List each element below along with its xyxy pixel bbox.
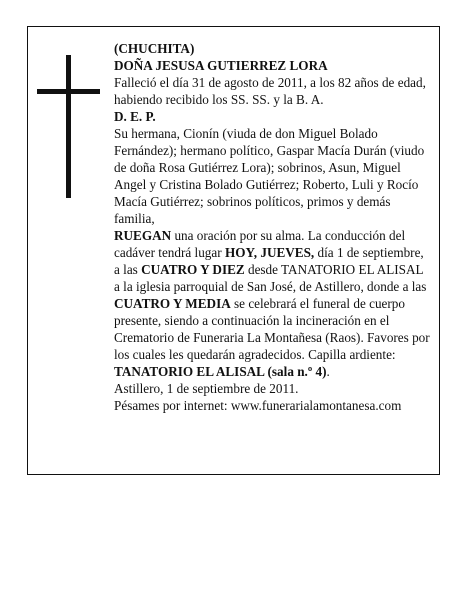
request-text-3: desde TANATORIO EL ALISAL a la iglesia parroquial de San José, de Astillero, donde a las — [114, 262, 427, 294]
funeral-request — [114, 227, 430, 380]
cross-vertical-bar — [66, 55, 71, 198]
family-list: Su hermana, Cionín (viuda de don Miguel Bolado Fernández); hermano político, Gaspar Macía Durán (viudo de doña Rosa Gutiérrez Lora); sobrinos, Asun, Miguel Angel y Cristina Bolado Gutiérrez; Roberto, Luli y Rocío Macía Gutiérrez; sobrinos políticos, primos y demás familia, — [114, 126, 425, 226]
time-four-thirty: CUATRO Y MEDIA — [114, 296, 231, 311]
ruegan-word: RUEGAN — [114, 228, 172, 243]
obituary-text — [114, 40, 430, 414]
rest-in-peace: D. E. P. — [114, 109, 156, 124]
deceased-name: DOÑA JESUSA GUTIERREZ LORA — [114, 58, 328, 73]
death-announcement: Falleció el día 31 de agosto de 2011, a los 82 años de edad, habiendo recibido los SS. SS. y la B. A. — [114, 75, 426, 107]
request-text-1: una oración por su alma. La conducción del cadáver tendrá lugar — [114, 228, 406, 260]
cross-horizontal-bar — [37, 89, 100, 94]
condolences-website: Pésames por internet: www.funerarialamontanesa.com — [114, 398, 402, 413]
request-text-2: día 1 de septiembre, a las — [114, 245, 424, 277]
request-text-5: . — [326, 364, 330, 379]
request-text-4: se celebrará el funeral de cuerpo presente, siendo a continuación la incineración en el Crematorio de Funeraria La Montañesa (Raos). Favores por los cuales les quedarán agradecidos. Capilla ardiente: — [114, 296, 430, 362]
time-four-ten: CUATRO Y DIEZ — [141, 262, 245, 277]
place-and-date: Astillero, 1 de septiembre de 2011. — [114, 381, 299, 396]
deceased-nickname: (CHUCHITA) — [114, 41, 195, 56]
today-thursday: HOY, JUEVES, — [224, 245, 315, 260]
chapel-location: TANATORIO EL ALISAL (sala n.º 4) — [114, 364, 327, 379]
